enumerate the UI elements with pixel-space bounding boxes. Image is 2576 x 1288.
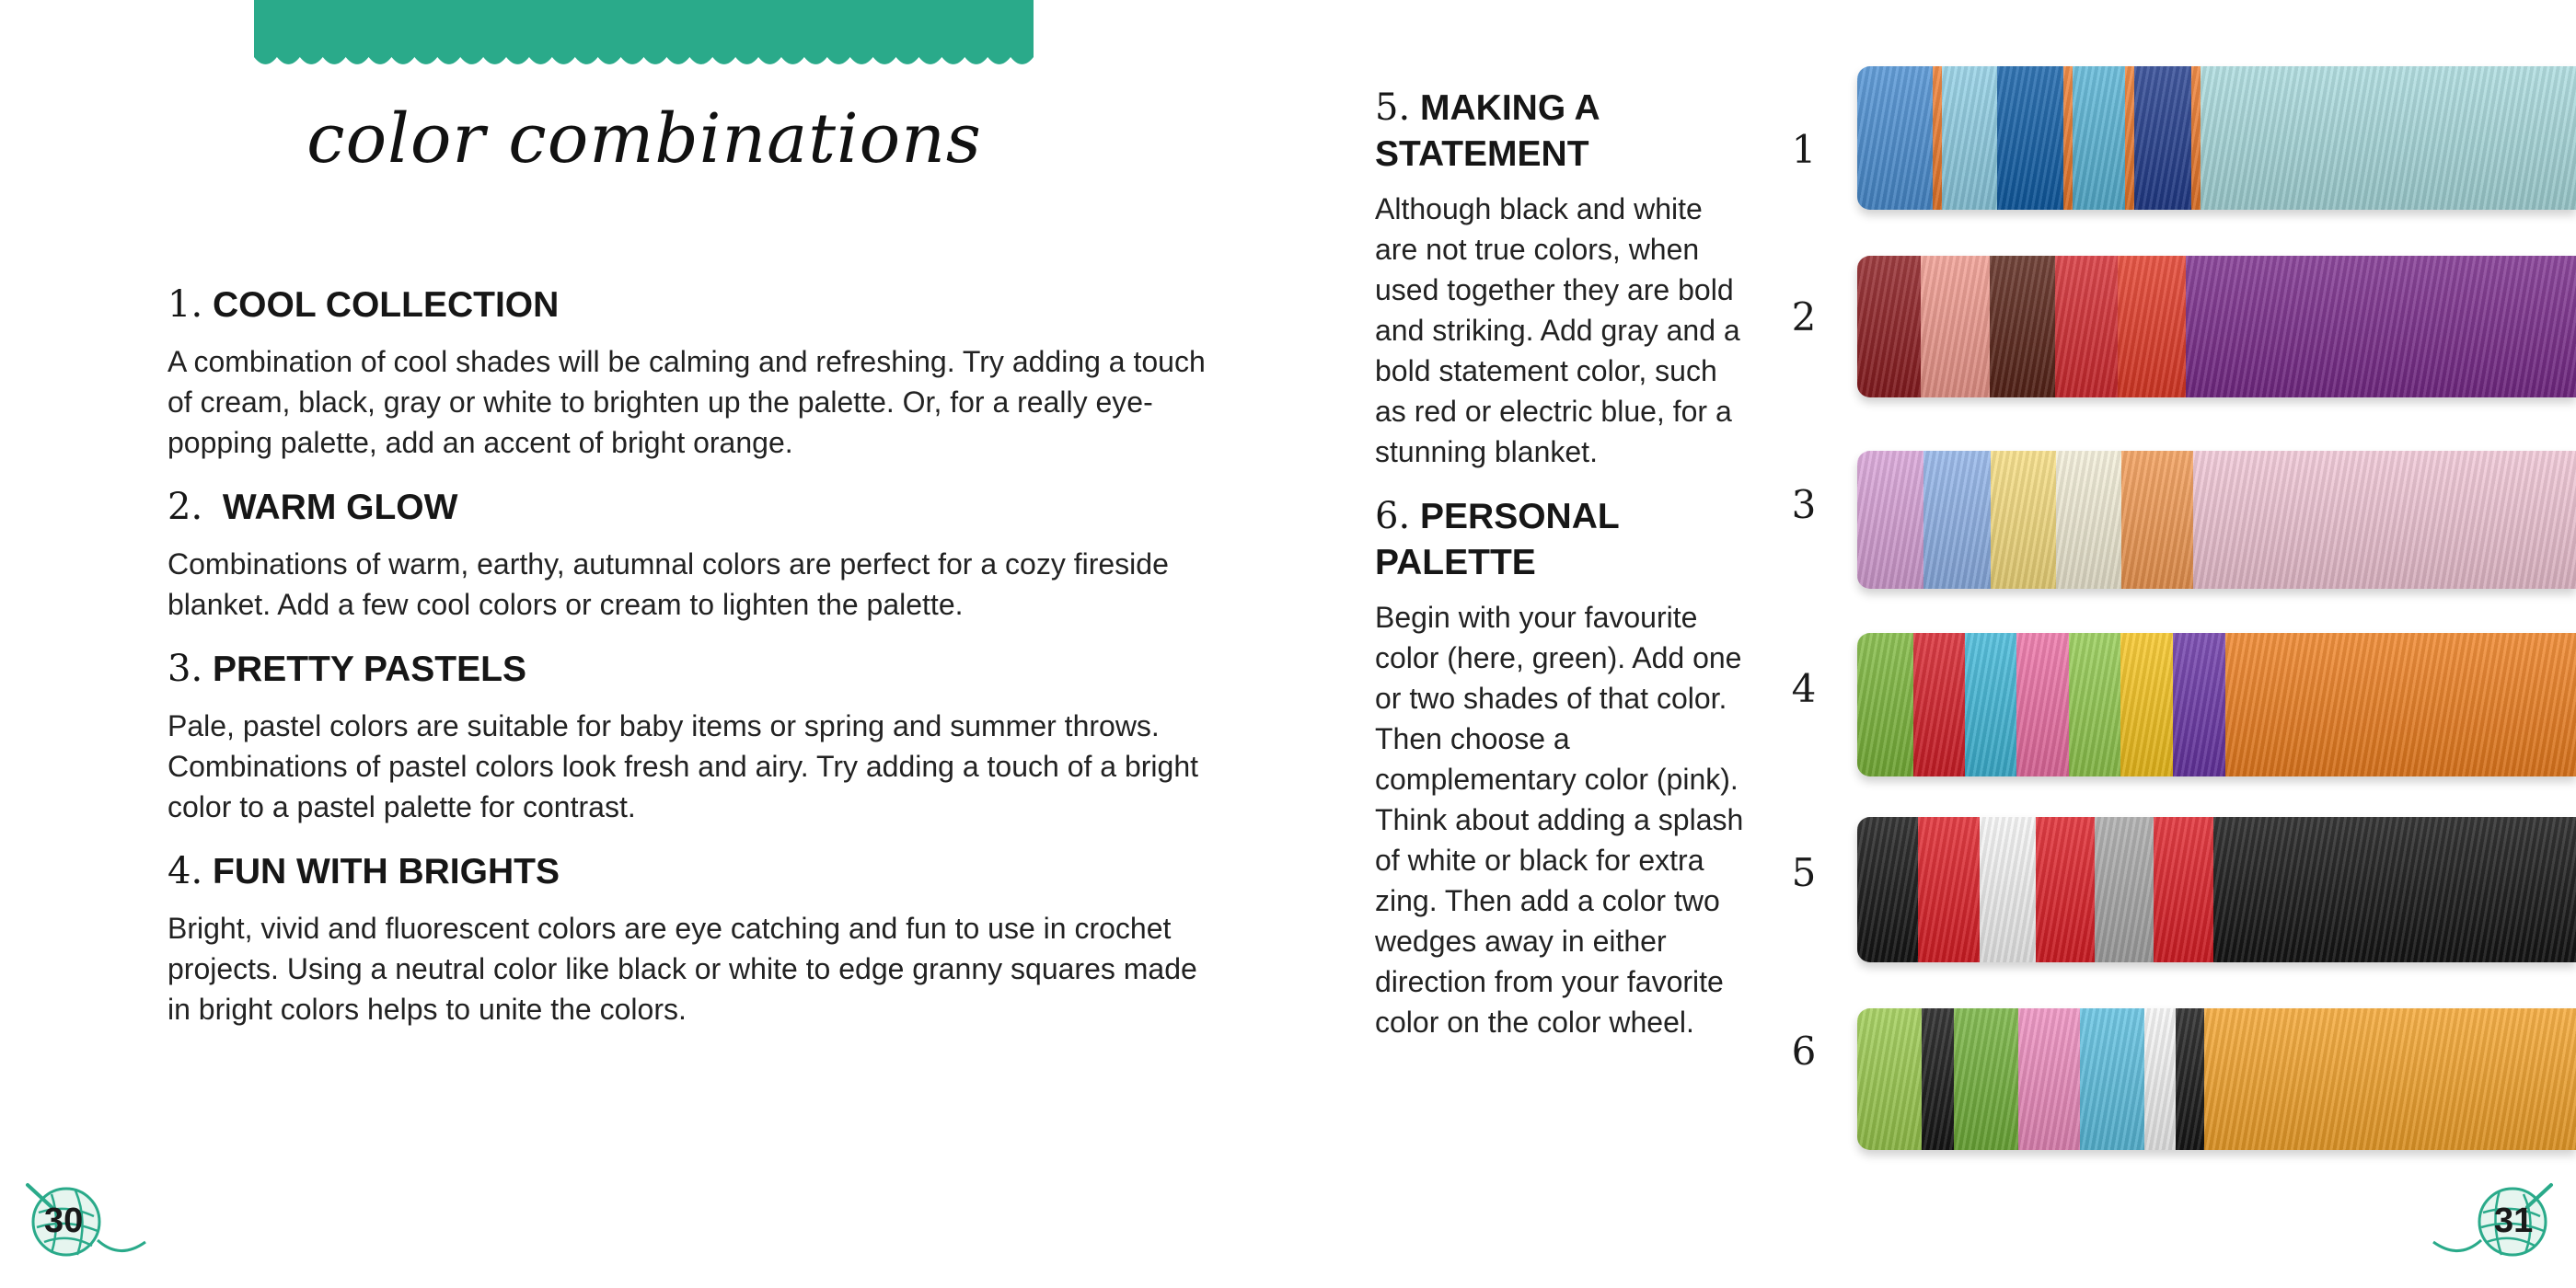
- yarn-stripe: [1980, 817, 2036, 962]
- yarn-stripe: [2125, 66, 2134, 210]
- section-number: 4.: [167, 850, 203, 892]
- section-title: PERSONAL PALETTE: [1375, 497, 1620, 582]
- section-body: Bright, vivid and fluorescent colors are eye catching and fun to use in crochet projects. Using a neutral color like black or white to edge granny squares made in bright colors helps to unite the colors.: [167, 912, 1197, 1026]
- section-body: Pale, pastel colors are suitable for baby items or spring and summer throws. Combinations of pastel colors look fresh and airy. Try adding a touch of a bright color to a pastel palette for contrast.: [167, 709, 1199, 823]
- yarn-stripe: [2118, 256, 2185, 397]
- yarn-stripe: [1921, 256, 1990, 397]
- yarn-ball-icon: [2426, 1176, 2555, 1268]
- swatch-number: 2: [1791, 294, 1817, 339]
- section-cool-collection: [167, 282, 1207, 463]
- section-warm-glow: [167, 484, 1207, 625]
- yarn-stripe: [1923, 451, 1991, 589]
- section-title: PRETTY PASTELS: [213, 650, 526, 689]
- yarn-stripe: [1918, 817, 1979, 962]
- yarn-stripe: [2213, 817, 2576, 962]
- section-number: 6.: [1375, 495, 1411, 537]
- yarn-ball-icon: [24, 1176, 153, 1268]
- yarn-stripe: [2191, 66, 2201, 210]
- yarn-stripe: [1857, 451, 1923, 589]
- page-number-right: [2426, 1176, 2573, 1268]
- yarn-stripe: [2176, 1008, 2204, 1150]
- swatch-number: 3: [1791, 482, 1817, 527]
- section-title: FUN WITH BRIGHTS: [213, 852, 560, 891]
- section-number: 2.: [167, 486, 203, 528]
- page-number-text: 30: [44, 1202, 84, 1240]
- yarn-stripe: [2225, 633, 2576, 776]
- yarn-stripe: [2080, 1008, 2144, 1150]
- yarn-stripe: [1942, 66, 1997, 210]
- swatch-number: 5: [1791, 850, 1817, 895]
- yarn-stripe: [2055, 256, 2119, 397]
- yarn-stripe: [2018, 1008, 2080, 1150]
- section-personal-palette: [1375, 493, 1752, 1042]
- yarn-swatch-2: [1857, 256, 2576, 397]
- page-title: color combinations: [306, 99, 982, 178]
- yarn-swatch-1: [1857, 66, 2576, 210]
- yarn-stripe: [1857, 817, 1918, 962]
- section-number: 3.: [167, 648, 203, 690]
- yarn-stripe: [2121, 451, 2194, 589]
- yarn-stripe: [1857, 1008, 1922, 1150]
- section-body: Although black and white are not true colors, when used together they are bold and striking. Add gray and a bold statement color, such as red or electric blue, for a stunning blanket.: [1375, 192, 1740, 468]
- yarn-stripe: [1857, 256, 1921, 397]
- yarn-stripe: [2186, 256, 2576, 397]
- yarn-stripe: [2095, 817, 2153, 962]
- yarn-swatch-5: [1857, 817, 2576, 962]
- section-title: WARM GLOW: [222, 488, 458, 527]
- section-fun-with-brights: [167, 848, 1207, 1029]
- yarn-stripe: [1965, 633, 2016, 776]
- section-number: 5.: [1375, 86, 1411, 129]
- yarn-swatch-6: [1857, 1008, 2576, 1150]
- yarn-stripe: [1990, 256, 2055, 397]
- section-making-a-statement: [1375, 85, 1752, 472]
- section-heading: [167, 282, 1207, 328]
- yarn-stripe: [2204, 1008, 2576, 1150]
- section-heading: [167, 646, 1207, 693]
- yarn-stripe: [2120, 633, 2173, 776]
- page-number-left: [24, 1176, 171, 1268]
- section-title: MAKING A STATEMENT: [1375, 88, 1600, 174]
- yarn-stripe: [1954, 1008, 2018, 1150]
- yarn-stripe: [2036, 817, 2096, 962]
- yarn-swatch-3: [1857, 451, 2576, 589]
- yarn-stripe: [1933, 66, 1942, 210]
- swatch-number: 4: [1791, 666, 1817, 711]
- section-body: A combination of cool shades will be calming and refreshing. Try adding a touch of cream, black, gray or white to brighten up the palette. Or, for a really eye-popping palette, add an accent of bright orange.: [167, 345, 1206, 459]
- scalloped-banner: [254, 0, 1034, 74]
- yarn-stripe: [2134, 66, 2191, 210]
- yarn-stripe: [2063, 66, 2073, 210]
- yarn-stripe: [2056, 451, 2121, 589]
- section-heading: [167, 848, 1207, 895]
- yarn-stripe: [1857, 66, 1933, 210]
- yarn-stripe: [2154, 817, 2213, 962]
- section-pretty-pastels: [167, 646, 1207, 827]
- section-body: Begin with your favourite color (here, green). Add one or two shades of that color. Then choose a complementary color (pink). Think about adding a splash of white or black for extra zing. Then add a color two wedges away in either direction from your favorite color on the color wheel.: [1375, 601, 1744, 1039]
- yarn-stripe: [2193, 451, 2575, 589]
- yarn-stripe: [2016, 633, 2068, 776]
- yarn-stripe: [2173, 633, 2225, 776]
- section-title: COOL COLLECTION: [213, 285, 560, 325]
- section-heading: [1375, 493, 1752, 586]
- section-number: 1.: [167, 283, 203, 326]
- yarn-stripe: [1991, 451, 2055, 589]
- section-body: Combinations of warm, earthy, autumnal colors are perfect for a cozy fireside blanket. Add a few cool colors or cream to lighten the palette.: [167, 547, 1169, 621]
- yarn-stripe: [1857, 633, 1913, 776]
- yarn-stripe: [2069, 633, 2120, 776]
- swatch-number: 6: [1791, 1029, 1817, 1074]
- yarn-stripe: [2073, 66, 2125, 210]
- yarn-swatch-4: [1857, 633, 2576, 776]
- yarn-stripe: [1913, 633, 1965, 776]
- yarn-stripe: [1997, 66, 2063, 210]
- swatch-number: 1: [1791, 127, 1817, 172]
- yarn-stripe: [1922, 1008, 1955, 1150]
- section-heading: [1375, 85, 1752, 178]
- yarn-stripe: [2201, 66, 2576, 210]
- section-heading: [167, 484, 1207, 531]
- page-number-text: 31: [2494, 1202, 2534, 1240]
- yarn-stripe: [2144, 1008, 2176, 1150]
